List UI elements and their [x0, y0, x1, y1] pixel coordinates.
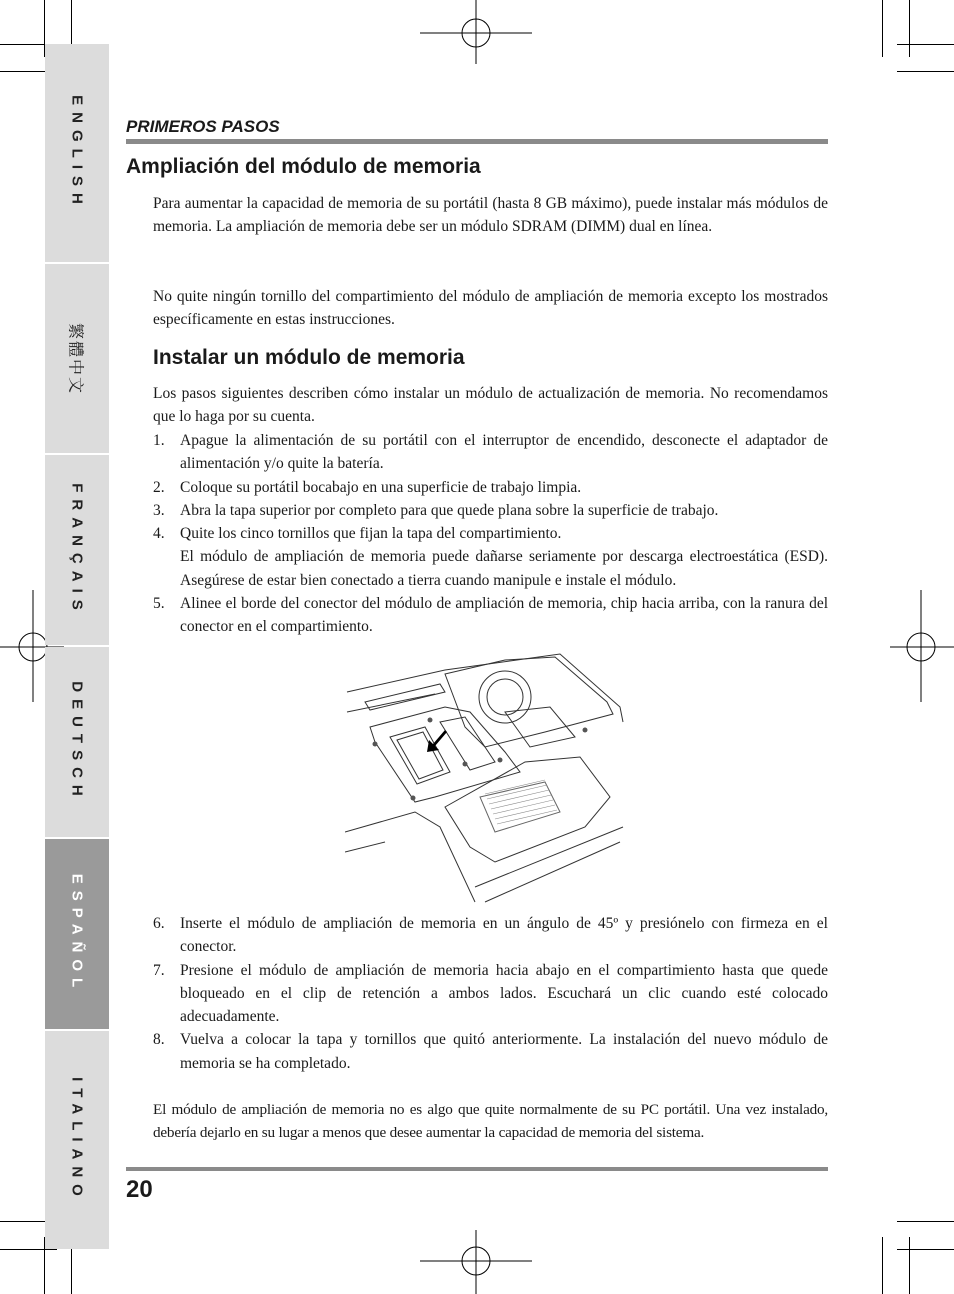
- memory-compartment-illustration: [345, 652, 625, 904]
- tab-english[interactable]: [45, 44, 109, 262]
- step-number: 8.: [153, 1031, 165, 1049]
- registration-mark-top: [420, 0, 532, 64]
- intro-paragraph: Para aumentar la capacidad de memoria de su portátil (hasta 8 GB máximo), puede instalar más módulos de memoria. La ampliación de memoria debe ser un módulo SDRAM (DIMM) dual en línea.: [153, 195, 828, 236]
- tab-label: FRANÇAIS: [68, 483, 86, 617]
- step-note: El módulo de ampliación de memoria puede dañarse seriamente por descarga electroestática (ESD). Asegúrese de estar bien conectado a tierra cuando manipule e instale el módulo.: [180, 548, 828, 589]
- step-number: 6.: [153, 915, 165, 932]
- step-text: Coloque su portátil bocabajo en una superficie de trabajo limpia.: [180, 478, 582, 496]
- registration-mark-right: [890, 590, 954, 702]
- step-number: 1.: [153, 432, 165, 449]
- page-title: Ampliación del módulo de memoria: [126, 155, 481, 178]
- step-number: 4.: [153, 525, 165, 543]
- tab-label: ESPAÑOL: [68, 873, 86, 995]
- closing-paragraph: El módulo de ampliación de memoria no es algo que quite normalmente de su PC portátil. Una vez instalado, debería dejarlo en su lugar a menos que desee aumentar la capacidad de memoria del sistema.: [153, 1101, 828, 1142]
- step-number: 3.: [153, 501, 165, 519]
- warning-paragraph: No quite ningún tornillo del compartimiento del módulo de ampliación de memoria excepto los mostrados específicamente en estas instrucciones.: [153, 288, 828, 329]
- step-text: Quite los cinco tornillos que fijan la tapa del compartimiento.: [180, 525, 562, 543]
- footer-rule: [126, 1167, 828, 1171]
- step-text: Inserte el módulo de ampliación de memoria en un ángulo de 45º y presiónelo con firmeza en el conector.: [180, 915, 828, 956]
- page-number: 20: [126, 1176, 153, 1203]
- list-item: [153, 522, 828, 592]
- tab-deutsch[interactable]: [45, 647, 109, 837]
- tab-label: ENGLISH: [68, 95, 86, 211]
- step-text: Alinee el borde del conector del módulo de ampliación de memoria, chip hacia arriba, con la ranura del conector en el compartimiento.: [180, 595, 828, 636]
- header-rule: [126, 139, 828, 144]
- step-text: Abra la tapa superior por completo para que quede plana sobre la superficie de trabajo.: [180, 501, 719, 519]
- subsection-title: Instalar un módulo de memoria: [153, 346, 465, 369]
- list-item: [153, 912, 828, 959]
- list-item: [153, 959, 828, 1029]
- step-text: Presione el módulo de ampliación de memoria hacia abajo en el compartimiento hasta que quede bloqueado en el clip de retención a ambos lados. Escuchará un clic cuando esté colocado adecuadamente.: [180, 961, 828, 1026]
- language-tabs: [45, 44, 109, 1249]
- section-header: PRIMEROS PASOS: [126, 117, 280, 136]
- tab-label: ITALIANO: [68, 1077, 86, 1203]
- list-item: [153, 429, 828, 476]
- steps-list-a: [153, 429, 828, 639]
- list-item: [153, 1028, 828, 1075]
- list-item: [153, 476, 828, 499]
- tab-italiano[interactable]: [45, 1031, 109, 1249]
- list-item: [153, 592, 828, 639]
- steps-list-b: [153, 912, 828, 1075]
- insert-arrow-icon: [427, 730, 447, 752]
- registration-mark-bottom: [420, 1230, 532, 1294]
- tab-label: DEUTSCH: [68, 681, 86, 803]
- steps-intro: Los pasos siguientes describen cómo instalar un módulo de actualización de memoria. No recomendamos que lo haga por su cuenta.: [153, 385, 828, 426]
- step-text: Vuelva a colocar la tapa y tornillos que quitó anteriormente. La instalación del nuevo módulo de memoria se ha completado.: [180, 1031, 828, 1072]
- list-item: [153, 499, 828, 522]
- step-number: 5.: [153, 595, 165, 613]
- tab-francais[interactable]: [45, 455, 109, 645]
- tab-label: 繁體中文: [66, 322, 86, 395]
- tab-chinese[interactable]: [45, 264, 109, 453]
- step-number: 2.: [153, 478, 165, 496]
- step-number: 7.: [153, 961, 165, 979]
- step-text: Apague la alimentación de su portátil con el interruptor de encendido, desconecte el adaptador de alimentación y/o quite la batería.: [180, 432, 828, 473]
- tab-espanol[interactable]: [45, 839, 109, 1029]
